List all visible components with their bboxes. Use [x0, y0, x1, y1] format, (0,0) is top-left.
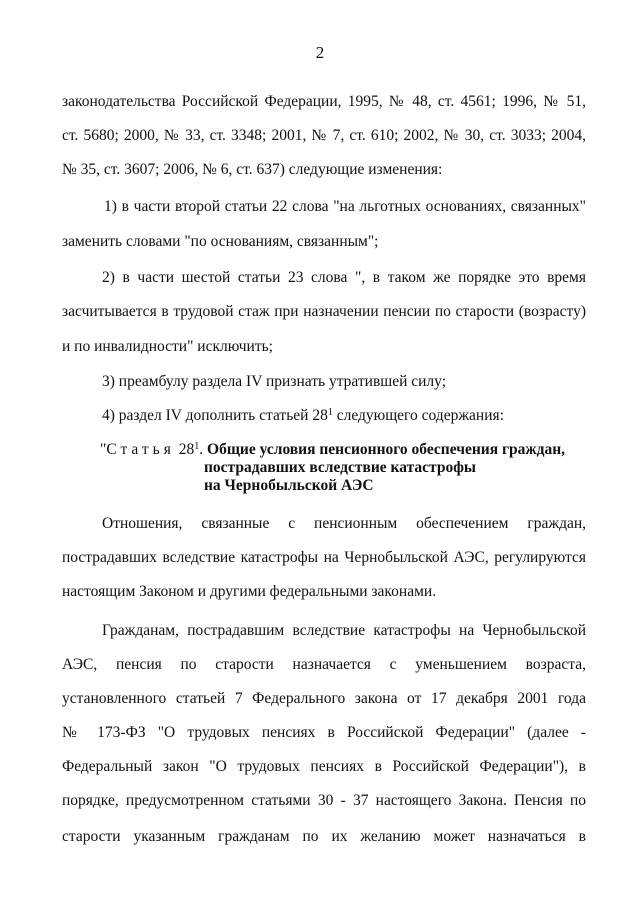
list-item-4-line: [102, 406, 504, 426]
paragraph-line: № 35, ст. 3607; 2006, № 6, ст. 637) следующие изменения:: [62, 161, 443, 178]
paragraph-line: пострадавших вследствие катастрофы на Чернобыльской АЭС, регулируются: [62, 549, 586, 566]
paragraph-line: № 173-ФЗ "О трудовых пенсиях в Российской Федерации" (далее -: [62, 724, 586, 741]
list-item-4-text-end: следующего содержания:: [332, 407, 504, 424]
paragraph-line: старости указанным гражданам по их желанию может назначаться в: [62, 828, 586, 845]
list-item-2-line: и по инвалидности" исключить;: [62, 338, 273, 355]
paragraph-line: законодательства Российской Федерации, 1995, № 48, ст. 4561; 1996, № 51,: [62, 93, 586, 110]
list-item-3-line: 3) преамбулу раздела IV признать утратившей силу;: [102, 373, 447, 390]
article-dot: .: [199, 441, 204, 458]
list-item-1-line: 1) в части второй статьи 22 слова "на льготных основаниях, связанных": [104, 198, 586, 215]
list-item-1-line: заменить словами "по основаниям, связанным";: [62, 233, 379, 250]
paragraph-line: установленного статьей 7 Федерального закона от 17 декабря 2001 года: [62, 690, 586, 707]
article-title-line-2: пострадавших вследствие катастрофы: [204, 459, 477, 476]
article-prefix: Статья: [106, 441, 175, 458]
article-number-superscript: 1: [194, 441, 200, 452]
list-item-2-line: засчитывается в трудовой стаж при назначении пенсии по старости (возрасту): [62, 303, 586, 320]
paragraph-line: Федеральный закон "О трудовых пенсиях в Российской Федерации"), в: [62, 758, 586, 775]
paragraph-line: Гражданам, пострадавшим вследствие катастрофы на Чернобыльской: [102, 622, 586, 639]
superscript: 1: [327, 407, 333, 418]
paragraph-line: порядке, предусмотренном статьями 30 - 37 настоящего Закона. Пенсия по: [62, 792, 586, 809]
article-number: 28: [174, 441, 195, 458]
page-number: 2: [315, 43, 325, 62]
paragraph-line: ст. 5680; 2000, № 33, ст. 3348; 2001, № 7, ст. 610; 2002, № 30, ст. 3033; 2004,: [62, 127, 586, 144]
article-title-line-1: Общие условия пенсионного обеспечения граждан,: [203, 441, 566, 458]
paragraph-line: Отношения, связанные с пенсионным обеспечением граждан,: [102, 515, 586, 532]
article-heading: [100, 441, 620, 459]
article-quote: ": [100, 441, 107, 458]
article-title-line-3: на Чернобыльской АЭС: [204, 477, 374, 494]
paragraph-line: настоящим Законом и другими федеральными законами.: [62, 583, 437, 600]
list-item-4-text: 4) раздел IV дополнить статьей 28: [102, 407, 328, 424]
list-item-2-line: 2) в части шестой статьи 23 слова ", в таком же порядке это время: [102, 269, 586, 286]
paragraph-line: АЭС, пенсия по старости назначается с уменьшением возраста,: [62, 656, 586, 673]
